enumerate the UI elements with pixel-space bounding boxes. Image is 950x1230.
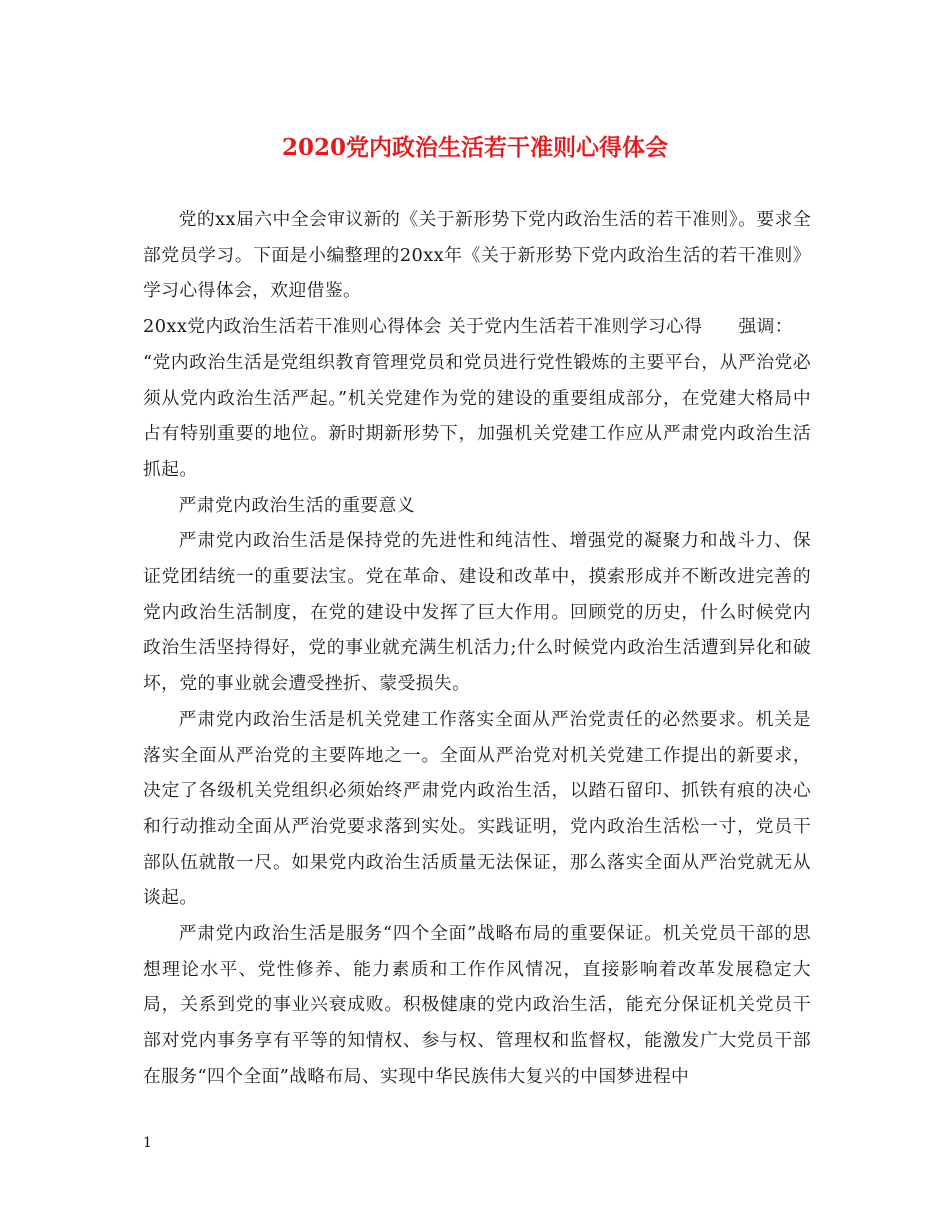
document-title: 2020党内政治生活若干准则心得体会 bbox=[281, 134, 668, 161]
document-body bbox=[143, 202, 811, 1095]
emphasis-lead: 强调： bbox=[738, 316, 793, 338]
quote-paragraph: “党内政治生活是党组织教育管理党员和党员进行党性锻炼的主要平台，从严治党必须从党内政治生活严起。”机关党建作为党的建设的重要组成部分，在党建大格局中占有特别重要的地位。新时期新形势下，加强机关党建工作应从严肃党内政治生活抓起。 bbox=[143, 351, 811, 480]
page-number: 1 bbox=[143, 1135, 152, 1151]
body-paragraph: 严肃党内政治生活是机关党建工作落实全面从严治党责任的必然要求。机关是落实全面从严治党的主要阵地之一。全面从严治党对机关党建工作提出的新要求，决定了各级机关党组织必须始终严肃党内政治生活，以踏石留印、抓铁有痕的决心和行动推动全面从严治党要求落到实处。实践证明，党内政治生活松一寸，党员干部队伍就散一尺。如果党内政治生活质量无法保证，那么落实全面从严治党就无从谈起。 bbox=[143, 708, 811, 909]
related-article-titles: 20xx党内政治生活若干准则心得体会 关于党内生活若干准则学习心得 bbox=[143, 316, 703, 338]
related-links-line bbox=[143, 309, 811, 345]
body-paragraph: 严肃党内政治生活是保持党的先进性和纯洁性、增强党的凝聚力和战斗力、保证党团结统一的重要法宝。党在革命、建设和改革中，摸索形成并不断改进完善的党内政治生活制度，在党的建设中发挥了巨大作用。回顾党的历史，什么时候党内政治生活坚持得好，党的事业就充满生机活力;什么时候党内政治生活遭到异化和破坏，党的事业就会遭受挫折、蒙受损失。 bbox=[143, 530, 811, 695]
section-heading: 严肃党内政治生活的重要意义 bbox=[178, 494, 415, 516]
body-paragraph: 严肃党内政治生活是服务“四个全面”战略布局的重要保证。机关党员干部的思想理论水平、党性修养、能力素质和工作作风情况，直接影响着改革发展稳定大局，关系到党的事业兴衰成败。积极健康的党内政治生活，能充分保证机关党员干部对党内事务享有平等的知情权、参与权、管理权和监督权，能激发广大党员干部在服务“四个全面”战略布局、实现中华民族伟大复兴的中国梦进程中 bbox=[143, 923, 811, 1087]
intro-paragraph: 党的xx届六中全会审议新的《关于新形势下党内政治生活的若干准则》。要求全部党员学习。下面是小编整理的20xx年《关于新形势下党内政治生活的若干准则》学习心得体会，欢迎借鉴。 bbox=[143, 209, 811, 302]
